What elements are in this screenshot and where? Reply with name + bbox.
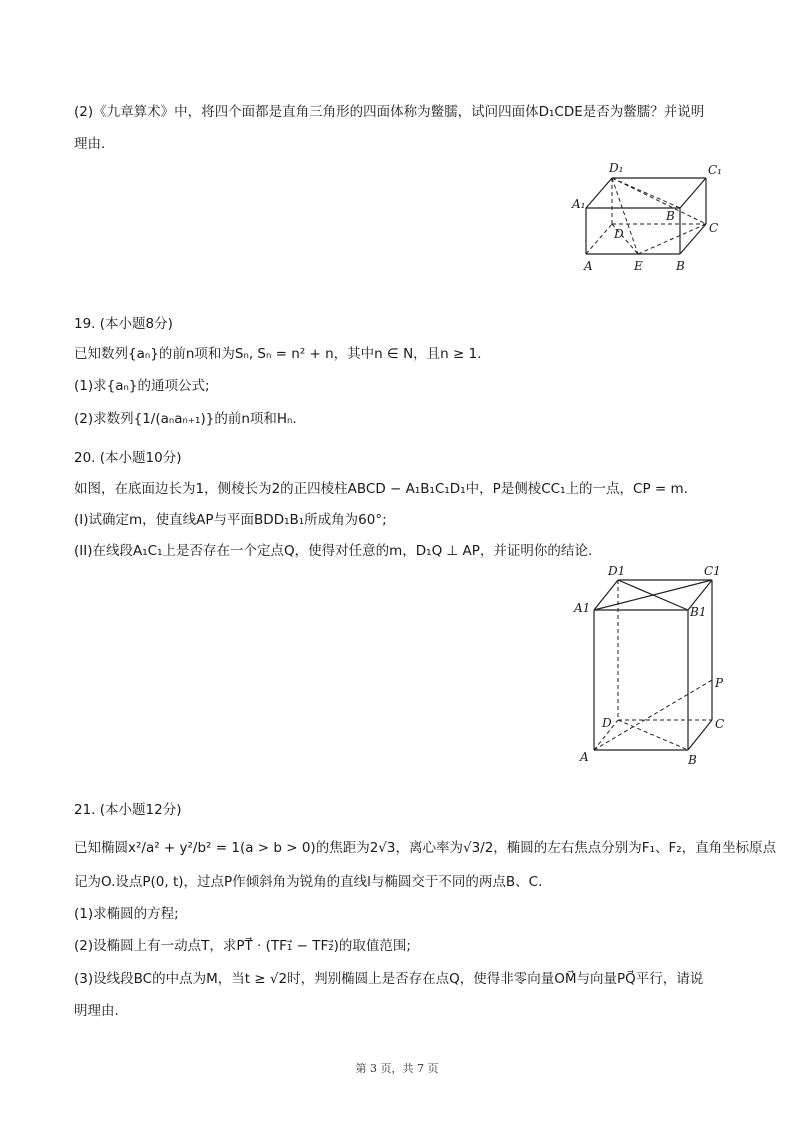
q20-title: 20. (本小题10分) — [74, 450, 182, 466]
label-D1: D₁ — [609, 161, 624, 175]
label-A1: A₁ — [572, 197, 586, 211]
q20-part1: (I)试确定m，使直线AP与平面BDD₁B₁所成角为60°; — [74, 512, 387, 528]
label-B1: B — [666, 209, 675, 223]
q21-title: 21. (本小题12分) — [74, 802, 182, 818]
q21-part3-line2: 明理由. — [74, 1003, 119, 1019]
label-A: A — [580, 750, 589, 764]
q19-stem: 已知数列{aₙ}的前n项和为Sₙ, Sₙ = n² + n，其中n ∈ N，且n ≥ 1. — [74, 346, 482, 362]
label-B: B — [688, 753, 697, 767]
page-footer: 第 3 页，共 7 页 — [355, 1062, 439, 1075]
label-D1: D1 — [608, 564, 626, 578]
label-D: D — [602, 716, 612, 730]
label-C: C — [715, 717, 725, 731]
q19-title: 19. (本小题8分) — [74, 316, 173, 332]
label-A: A — [584, 259, 593, 273]
label-C1: C1 — [704, 564, 721, 578]
label-E: E — [634, 259, 643, 273]
cuboid-figure — [566, 158, 726, 280]
q21-stem-line2: 记为O.设点P(0, t)，过点P作倾斜角为锐角的直线l与椭圆交于不同的两点B、C. — [74, 874, 543, 890]
prism-figure — [572, 562, 732, 772]
q19-part2: (2)求数列{1/(aₙaₙ₊₁)}的前n项和Hₙ. — [74, 411, 297, 427]
q18-part2-line2: 理由. — [74, 136, 106, 152]
label-B: B — [676, 259, 685, 273]
q21-part1: (1)求椭圆的方程; — [74, 906, 179, 922]
label-B1: B1 — [690, 605, 707, 619]
q20-stem: 如图，在底面边长为1，侧棱长为2的正四棱柱ABCD − A₁B₁C₁D₁中，P是侧棱CC₁上的一点，CP = m. — [74, 481, 688, 497]
q18-part2-line1: (2)《九章算术》中，将四个面都是直角三角形的四面体称为鳖臑，试问四面体D₁CDE是否为鳖臑？并说明 — [74, 104, 705, 120]
q21-part2: (2)设椭圆上有一动点T，求PT⃗ · (TF₁⃗ − TF₂⃗)的取值范围; — [74, 938, 411, 954]
q19-part1: (1)求{aₙ}的通项公式; — [74, 378, 210, 394]
label-P: P — [715, 676, 724, 690]
q20-part2: (II)在线段A₁C₁上是否存在一个定点Q，使得对任意的m，D₁Q ⊥ AP，并证明你的结论. — [74, 543, 593, 559]
q21-stem-line1: 已知椭圆x²/a² + y²/b² = 1(a > b > 0)的焦距为2√3，离心率为√3/2，椭圆的左右焦点分别为F₁、F₂，直角坐标原点 — [74, 840, 777, 856]
label-C1: C₁ — [708, 163, 722, 177]
q21-part3-line1: (3)设线段BC的中点为M，当t ≥ √2时，判别椭圆上是否存在点Q，使得非零向量OM⃗与向量PQ⃗平行，请说 — [74, 971, 704, 987]
label-C: C — [709, 221, 719, 235]
label-A1: A1 — [574, 601, 591, 615]
label-D: D — [614, 227, 624, 241]
